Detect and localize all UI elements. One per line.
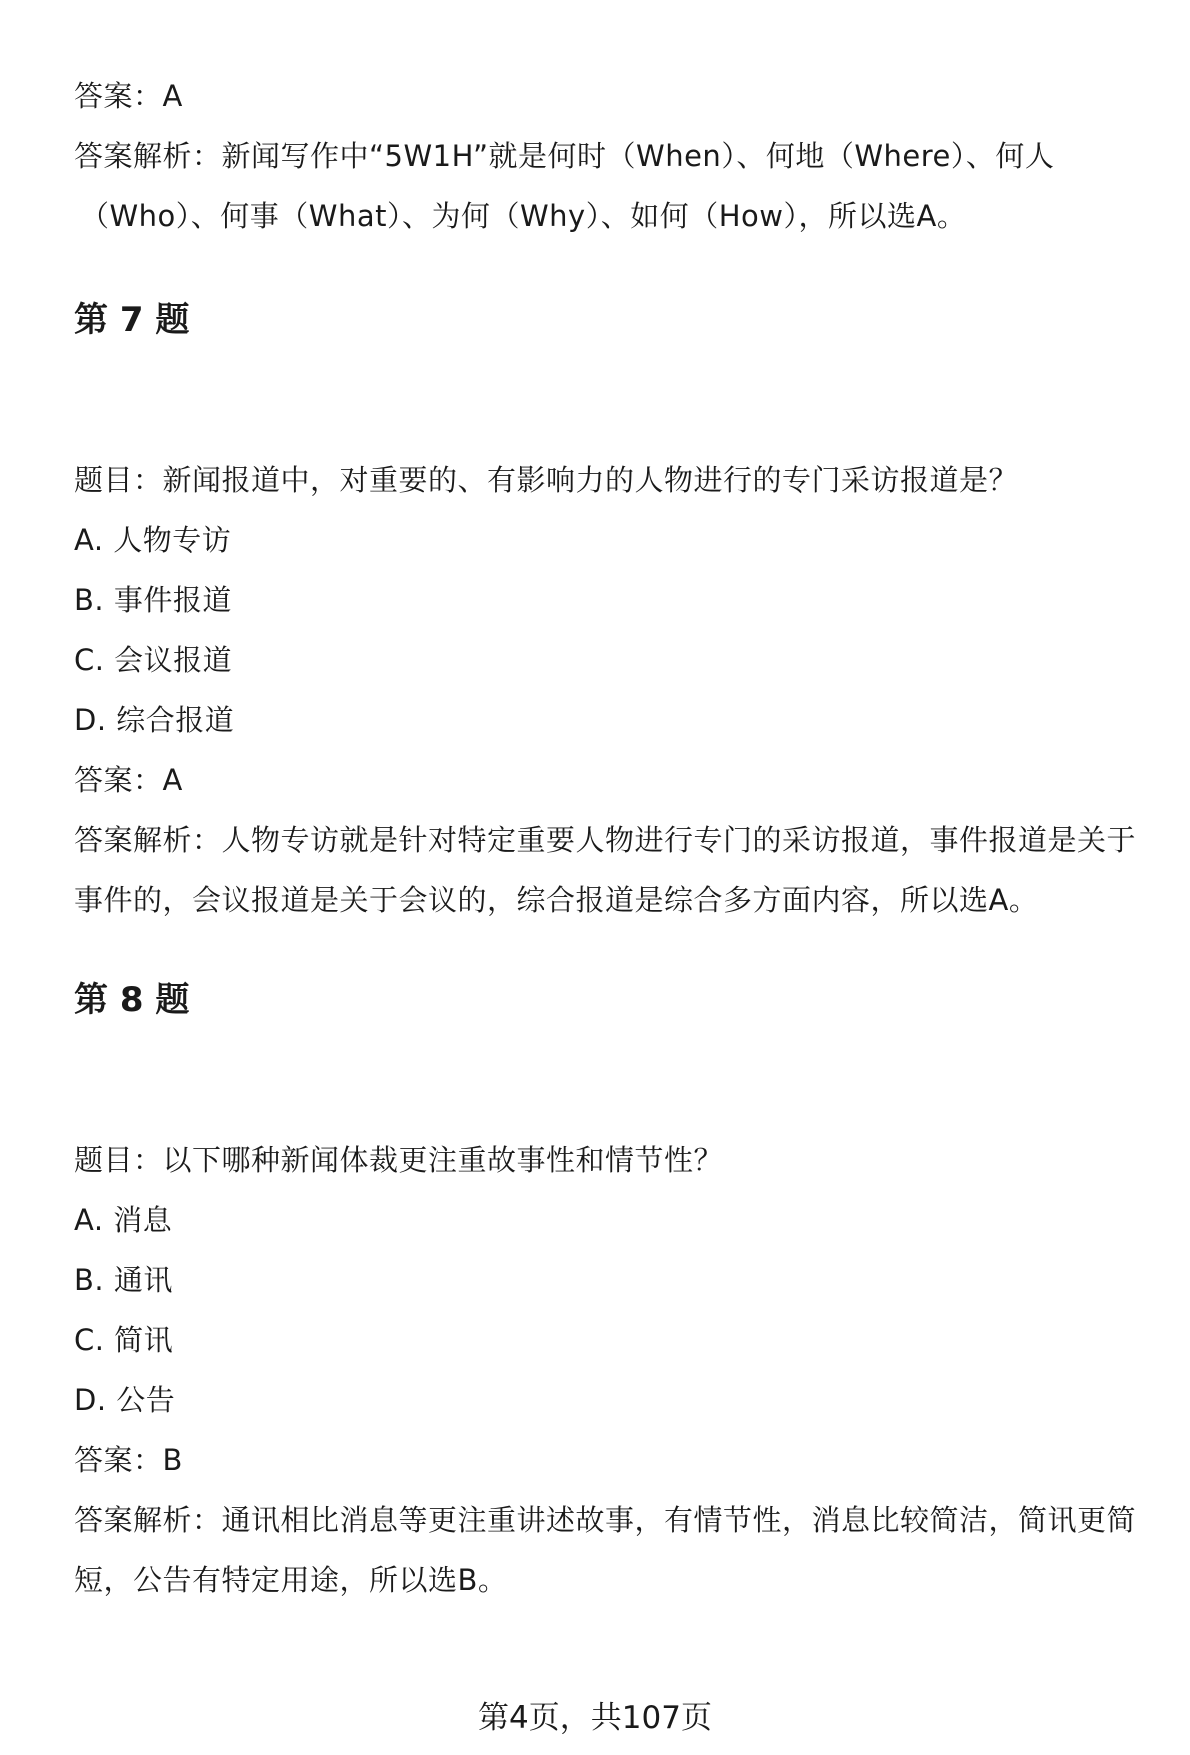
q8-option-c: C. 简讯 <box>74 1323 174 1357</box>
q8-option-b: B. 通讯 <box>74 1263 173 1297</box>
q7-option-d: D. 综合报道 <box>74 703 235 737</box>
prev-explanation-line2: （Who）、何事（What）、为何（Why）、如何（How），所以选A。 <box>80 199 967 233</box>
prev-answer: 答案：A <box>74 79 183 113</box>
q7-question: 题目：新闻报道中，对重要的、有影响力的人物进行的专门采访报道是？ <box>74 463 1019 497</box>
q7-option-c: C. 会议报道 <box>74 643 233 677</box>
q8-option-d: D. 公告 <box>74 1383 176 1417</box>
q8-explanation-line1: 答案解析：通讯相比消息等更注重讲述故事，有情节性，消息比较简洁，简讯更简 <box>74 1503 1137 1537</box>
q8-heading: 第 8 题 <box>74 980 190 1020</box>
q7-answer: 答案：A <box>74 763 183 797</box>
q7-explanation-line2: 事件的，会议报道是关于会议的，综合报道是综合多方面内容，所以选A。 <box>74 883 1039 917</box>
q8-option-a: A. 消息 <box>74 1203 173 1237</box>
q7-option-a: A. 人物专访 <box>74 523 232 557</box>
q8-explanation-line2: 短，公告有特定用途，所以选B。 <box>74 1563 508 1597</box>
q7-explanation-line1: 答案解析：人物专访就是针对特定重要人物进行专门的采访报道，事件报道是关于 <box>74 823 1137 857</box>
q7-heading: 第 7 题 <box>74 300 190 340</box>
page-number-footer: 第4页，共107页 <box>478 1700 712 1736</box>
prev-explanation-line1: 答案解析：新闻写作中“5W1H”就是何时（When）、何地（Where）、何人 <box>74 139 1055 173</box>
q8-question: 题目：以下哪种新闻体裁更注重故事性和情节性？ <box>74 1143 724 1177</box>
q8-answer: 答案：B <box>74 1443 183 1477</box>
q7-option-b: B. 事件报道 <box>74 583 232 617</box>
